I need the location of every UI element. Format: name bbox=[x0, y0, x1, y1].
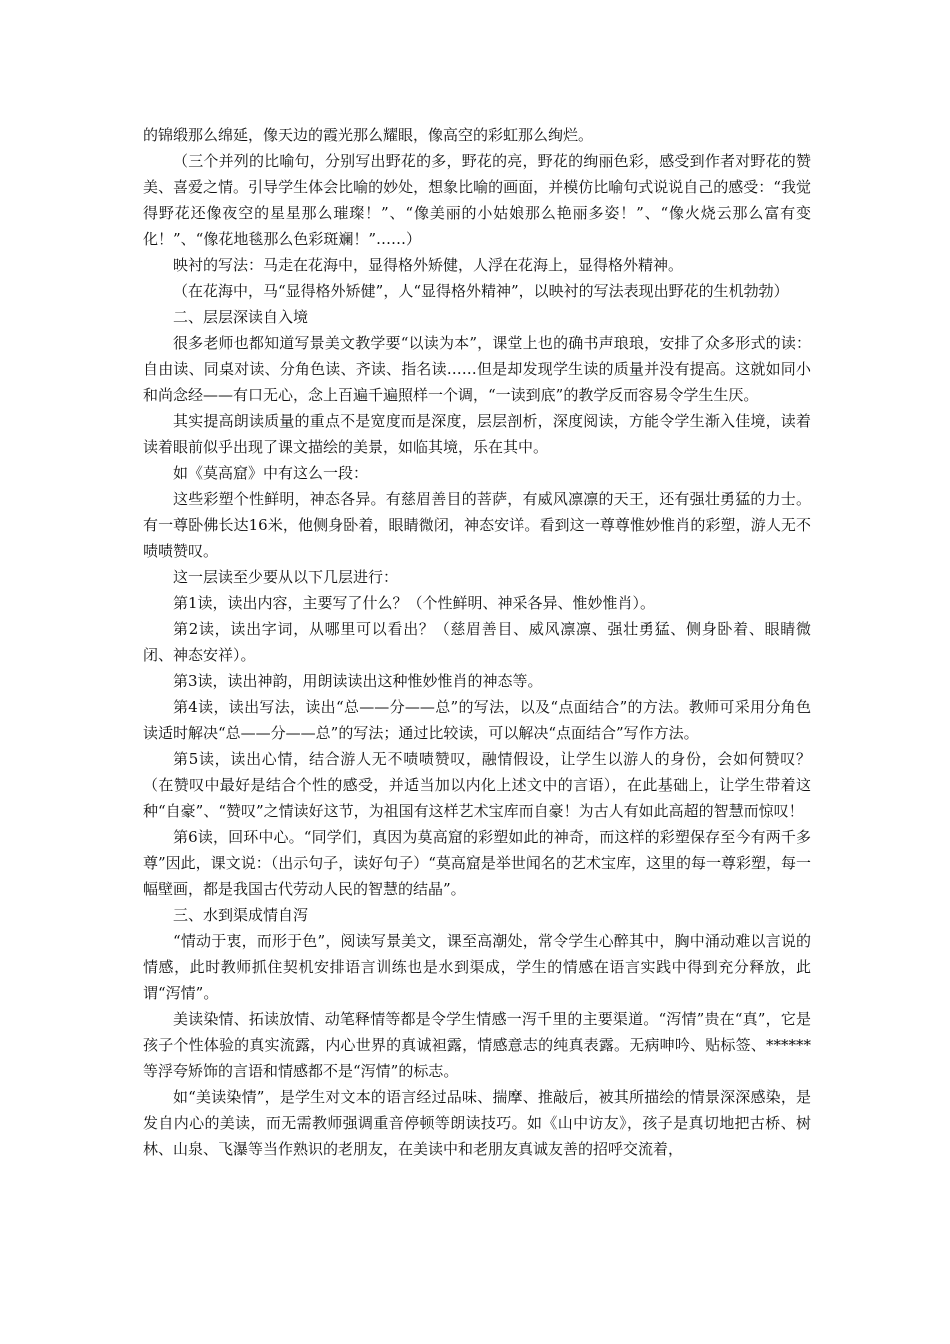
paragraph: 美读染情、拓读放情、动笔释情等都是令学生情感一泻千里的主要渠道。“泻情”贵在“真”，它是孩子个性体验的真实流露，内心世界的真诚袒露，情感意志的纯真表露。无病呻吟、贴标签、******等浮夸矫饰的言语和情感都不是“泻情”的标志。 bbox=[143, 1010, 811, 1080]
reading-step: 第5读，读出心情，结合游人无不啧啧赞叹，融情假设，让学生以游人的身份，会如何赞叹？（在赞叹中最好是结合个性的感受，并适当加以内化上述文中的言语），在此基础上，让学生带着这种“自豪”、“赞叹”之情读好这节，为祖国有这样艺术宝库而自豪！为古人有如此高超的智慧而惊叹！ bbox=[143, 750, 811, 820]
reading-step: 第4读，读出写法，读出“总——分——总”的写法，以及“点面结合”的方法。教师可采用分角色读适时解决“总——分——总”的写法；通过比较读，可以解决“点面结合”写作方法。 bbox=[143, 698, 811, 742]
reading-step: 第3读，读出神韵，用朗读读出这种惟妙惟肖的神态等。 bbox=[173, 672, 543, 690]
document-page bbox=[143, 122, 811, 1162]
reading-step: 第6读，回环中心。“同学们，真因为莫高窟的彩塑如此的神奇，而这样的彩塑保存至今有两千多尊”因此，课文说：（出示句子，读好句子）“莫高窟是举世闻名的艺术宝库，这里的每一尊彩塑，每一幅壁画，都是我国古代劳动人民的智慧的结晶”。 bbox=[143, 828, 811, 898]
paragraph: 这一层读至少要从以下几层进行： bbox=[173, 568, 399, 586]
paragraph: 其实提高朗读质量的重点不是宽度而是深度，层层剖析，深度阅读，方能令学生渐入佳境，读着读着眼前似乎出现了课文描绘的美景，如临其境，乐在其中。 bbox=[143, 412, 811, 456]
section-heading: 三、水到渠成情自泻 bbox=[173, 906, 309, 924]
paragraph: 映衬的写法：马走在花海中，显得格外矫健，人浮在花海上，显得格外精神。 bbox=[173, 256, 684, 274]
paragraph: 的锦缎那么绵延，像天边的霞光那么耀眼，像高空的彩虹那么绚烂。 bbox=[143, 126, 594, 144]
reading-step: 第2读，读出字词，从哪里可以看出？（慈眉善目、威风凛凛、强壮勇猛、侧身卧着、眼睛微闭、神态安祥）。 bbox=[143, 620, 811, 664]
paragraph: “情动于衷，而形于色”，阅读写景美文，课至高潮处，常令学生心醉其中，胸中涌动难以言说的情感，此时教师抓住契机安排语言训练也是水到渠成，学生的情感在语言实践中得到充分释放，此谓“泻情”。 bbox=[143, 932, 811, 1002]
paragraph: 如《莫高窟》中有这么一段： bbox=[173, 464, 369, 482]
paragraph: 如“美读染情”，是学生对文本的语言经过品味、揣摩、推敲后，被其所描绘的情景深深感染，是发自内心的美读，而无需教师强调重音停顿等朗读技巧。如《山中访友》，孩子是真切地把古桥、树林、山泉、飞瀑等当作熟识的老朋友，在美读中和老朋友真诚友善的招呼交流着， bbox=[143, 1088, 811, 1158]
paragraph: 很多老师也都知道写景美文教学要“以读为本”，课堂上也的确书声琅琅，安排了众多形式的读：自由读、同桌对读、分角色读、齐读、指名读……但是却发现学生读的质量并没有提高。这就如同小和尚念经——有口无心，念上百遍千遍照样一个调，“一读到底”的教学反而容易令学生生厌。 bbox=[143, 334, 811, 404]
reading-step: 第1读，读出内容，主要写了什么？（个性鲜明、神采各异、惟妙惟肖）。 bbox=[173, 594, 656, 612]
quoted-passage: 这些彩塑个性鲜明，神态各异。有慈眉善目的菩萨，有威风凛凛的天王，还有强壮勇猛的力士。有一尊卧佛长达16米，他侧身卧着，眼睛微闭，神态安详。看到这一尊尊惟妙惟肖的彩塑，游人无不啧啧赞叹。 bbox=[143, 490, 811, 560]
section-heading: 二、层层深读自入境 bbox=[173, 308, 309, 326]
paragraph: （在花海中，马“显得格外矫健”，人“显得格外精神”，以映衬的写法表现出野花的生机勃勃） bbox=[173, 282, 789, 300]
paragraph: （三个并列的比喻句，分别写出野花的多，野花的亮，野花的绚丽色彩，感受到作者对野花的赞美、喜爱之情。引导学生体会比喻的妙处，想象比喻的画面，并模仿比喻句式说说自己的感受：“我觉得野花还像夜空的星星那么璀璨！”、“像美丽的小姑娘那么艳丽多姿！”、“像火烧云那么富有变化！”、“像花地毯那么色彩斑斓！”……） bbox=[143, 152, 811, 248]
